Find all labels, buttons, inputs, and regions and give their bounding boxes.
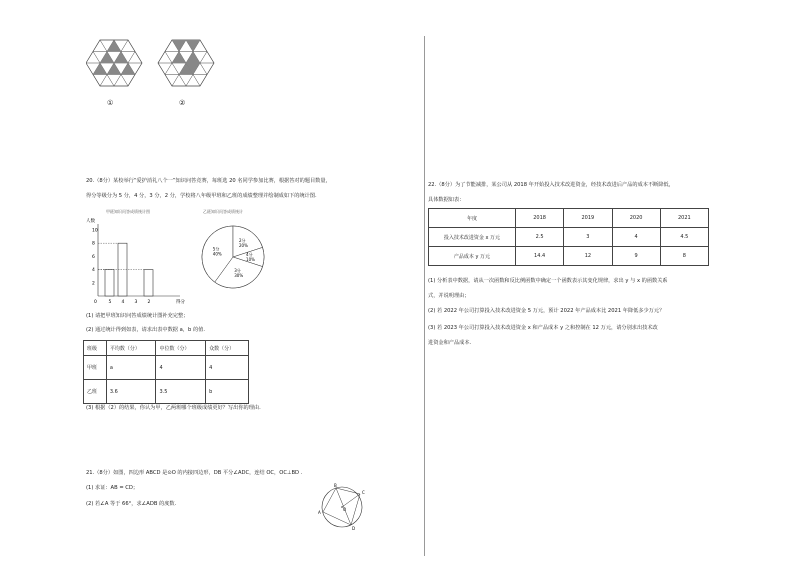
figure-label-2: ② — [179, 99, 186, 107]
q21-line1: 21.（8分）如图，四边形 ABCD 是⊙O 的内接四边形，DB 平分∠ADC，连结 OC，OC⊥BD . — [86, 470, 303, 476]
table-header-cell: 2020 — [612, 209, 660, 228]
point-label-b: B — [334, 483, 337, 488]
slice-percent: 20% — [239, 243, 248, 249]
table-header-cell: 2019 — [564, 209, 612, 228]
q22-sub1a: (1) 分析表中数据，请从一次函数和反比例函数中确定一个函数表示其变化规律，求出 y 与 x 的函数关系 — [428, 278, 668, 284]
table-cell: 产品成本 y 万元 — [429, 247, 516, 266]
table-header-cell: 2021 — [660, 209, 708, 228]
origin-label: 0 — [94, 300, 97, 305]
bar-chart-title: 甲班知识问答成绩统计图 — [106, 209, 150, 214]
slice-percent: 40% — [212, 251, 222, 257]
table-cell: 9 — [612, 247, 660, 266]
table-cell: 4 — [156, 356, 206, 380]
table-cell: 8 — [660, 247, 708, 266]
x-tick-label: 3 — [134, 300, 138, 305]
y-tick-label: 8 — [92, 241, 95, 247]
slice-label: 2分 — [239, 238, 246, 244]
table-cell: 2.5 — [516, 228, 564, 247]
hexagon-figures — [86, 36, 216, 112]
pie-chart-title: 乙班知识问答成绩统计 — [203, 209, 243, 214]
circle-figure — [317, 482, 367, 532]
table-row — [429, 247, 709, 266]
table-row — [429, 228, 709, 247]
y-tick-label: 4 — [92, 268, 95, 274]
table-header-cell: 2018 — [516, 209, 564, 228]
point-label-d: D — [352, 526, 356, 531]
q22-sub1b: 式，并说明理由； — [428, 293, 470, 299]
table-cell: 乙班 — [84, 380, 107, 404]
q22-line1: 22.（8分）为了节能减排，某公司从 2018 年开始投入技术改进资金，经技术改进后产品的成本不断降低， — [428, 182, 674, 188]
q22-table — [428, 208, 709, 266]
table-header-cell: 平均数（分） — [106, 341, 156, 356]
table-cell: 3.5 — [156, 380, 206, 404]
table-row — [429, 209, 709, 228]
table-cell: 4.5 — [660, 228, 708, 247]
y-tick-label: 10 — [92, 228, 98, 234]
q22-line2: 具体数据如表： — [428, 197, 465, 203]
table-cell: a — [106, 356, 156, 380]
table-row — [84, 341, 249, 356]
pie-chart — [200, 224, 270, 294]
x-tick-label: 4 — [121, 300, 125, 305]
point-label-c: C — [362, 490, 365, 495]
table-cell: 4 — [612, 228, 660, 247]
table-cell: 14.4 — [516, 247, 564, 266]
q20-sub3: (3) 根据（2）的结果，你认为甲，乙两班哪个班级成绩更好？写出你的理由. — [86, 405, 261, 411]
bar — [105, 270, 114, 296]
table-cell: b — [206, 380, 249, 404]
point-label-o: O — [343, 507, 347, 512]
point-label-a: A — [318, 510, 321, 515]
table-cell: 4 — [206, 356, 249, 380]
slice-label: 5分 — [212, 246, 220, 252]
hexagon-figure-2 — [158, 40, 214, 86]
q20-sub1: (1) 请把甲班知识问答成绩统计图补充完整； — [86, 313, 189, 319]
slice-percent: 30% — [234, 273, 244, 279]
q22-sub3b: 进资金和产品成本. — [428, 340, 472, 346]
bar — [144, 270, 153, 296]
table-header-cell: 年度 — [429, 209, 516, 228]
slice-label: 3分 — [234, 268, 241, 274]
x-tick-label: 2 — [147, 300, 151, 305]
q22-sub2: (2) 若 2022 年公司打算投入技术改进资金 5 万元，预计 2022 年产品成本比 2021 年降低多少万元？ — [428, 308, 665, 314]
hexagon-figure-1 — [86, 40, 142, 86]
table-cell: 投入技术改进资金 x 万元 — [429, 228, 516, 247]
q20-table — [83, 340, 249, 404]
q22-sub3a: (3) 若 2023 年公司打算投入技术改进资金 x 和产品成本 y 之和控制在 12 万元，请分别求出技术改 — [428, 325, 658, 331]
column-divider — [424, 36, 425, 556]
slice-percent: 10% — [246, 257, 255, 262]
table-header-cell: 众数（分） — [206, 341, 249, 356]
table-row — [84, 356, 249, 380]
y-tick-label: 2 — [92, 281, 95, 287]
slice-label: 4分 — [246, 252, 253, 257]
table-header-cell: 中位数（分） — [156, 341, 206, 356]
q20-line1: 20.（8分）某校举行“爱护消礼八个一”知识问答竞赛，每班选 20 名同学参加比赛，根据答对的题目数量， — [86, 178, 331, 184]
y-tick-label: 6 — [92, 254, 95, 260]
bar-chart — [84, 214, 194, 306]
q21-sub2: (2) 若∠A 等于 66°，求∠ADB 的度数. — [86, 501, 177, 507]
table-cell: 3 — [564, 228, 612, 247]
table-row — [84, 380, 249, 404]
y-axis-label: 人数 — [86, 219, 95, 224]
table-cell: 3.6 — [106, 380, 156, 404]
q20-sub2: (2) 通过统计得到如表，请求出表中数据 a，b 的值. — [86, 327, 205, 333]
table-cell: 甲班 — [84, 356, 107, 380]
x-tick-label: 5 — [108, 300, 112, 305]
table-cell: 12 — [564, 247, 612, 266]
figure-label-1: ① — [107, 99, 114, 107]
q21-sub1: (1) 求证：AB = CD； — [86, 485, 139, 491]
x-axis-label: 得分 — [176, 300, 185, 305]
q20-line2: 得分等级分为 5 分，4 分，3 分，2 分，学校将八年级甲班和乙班的成绩整理并绘制成如下的统计图. — [86, 193, 317, 199]
table-header-cell: 班级 — [84, 341, 107, 356]
